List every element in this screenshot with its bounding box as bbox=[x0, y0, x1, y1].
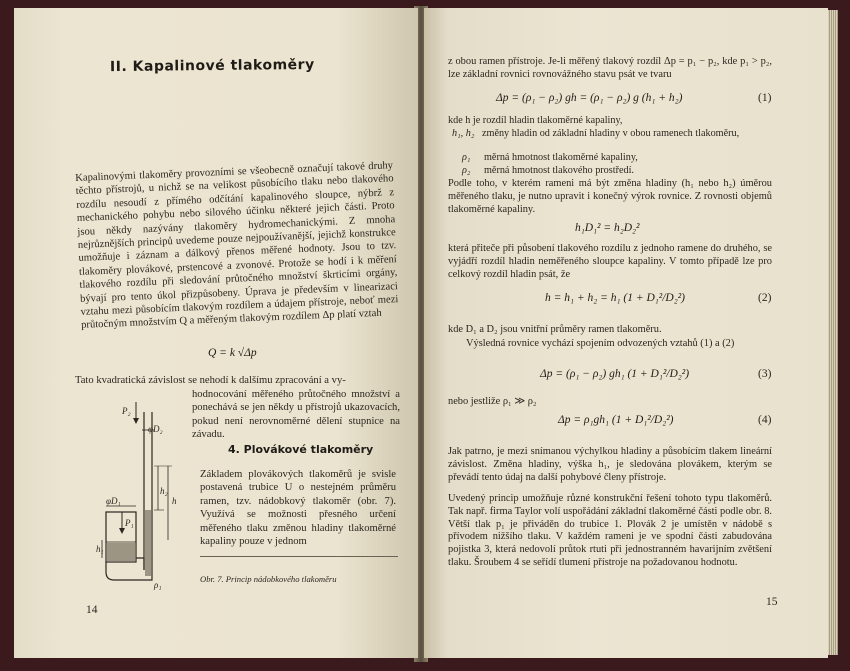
para-differential-pressure: z obou ramen přístroje. Je-li měřený tlakový rozdíl Δp = p₁ − p₂, kde p₁ > p₂, lze základní rovnici rovnovážného stavu psát ve tvaru bbox=[448, 56, 772, 80]
equation-4-number: (4) bbox=[758, 414, 772, 426]
left-page bbox=[14, 8, 418, 658]
left-page-number: 14 bbox=[86, 604, 98, 616]
para-diameters: kde D₁ a D₂ jsou vnitřní průměry ramen tlakoměru. bbox=[448, 324, 662, 335]
para-resulting-equation: Výsledná rovnice vychází spojením odvozených vztahů (1) a (2) bbox=[466, 338, 735, 349]
legend-description: měrná hmotnost tlakoměrné kapaliny, bbox=[484, 152, 638, 163]
legend-symbol: ρ₂ bbox=[462, 165, 471, 176]
label-h: h bbox=[172, 496, 177, 506]
label-d1: φD₁ bbox=[106, 496, 121, 506]
section-title: 4. Plovákové tlakoměry bbox=[228, 443, 374, 456]
legend-description: měrná hmotnost tlakového prostředí. bbox=[484, 165, 634, 176]
equation-4: Δp = ρ₁gh₁ (1 + D₁²/D₂²) bbox=[558, 414, 674, 426]
right-page-number: 15 bbox=[766, 596, 778, 608]
label-d2: φD₂ bbox=[148, 424, 163, 434]
flow-formula: Q = k √Δp bbox=[208, 347, 257, 359]
caption-divider bbox=[200, 556, 398, 557]
u-tube-manometer-diagram bbox=[96, 400, 200, 590]
equation-3-number: (3) bbox=[758, 368, 772, 380]
legend-symbol: h₁, h₂ bbox=[452, 128, 475, 139]
para-level-change: Podle toho, v kterém rameni má být změna hladiny (h₁ nebo h₂) úměrou měřeného tlaku, je nutno upravit i konečný výrok rovnice. Z rovnosti objemů tlakoměrné kapaliny. bbox=[448, 178, 772, 215]
legend-description: změny hladin od základní hladiny v obou ramenech tlakoměru, bbox=[482, 128, 740, 139]
para-if-condition: nebo jestliže ρ₁ ≫ ρ₂ bbox=[448, 396, 537, 407]
legend-row bbox=[462, 165, 634, 177]
label-p2: P₂ bbox=[122, 406, 131, 416]
label-h1: h₁ bbox=[96, 544, 104, 554]
float-paragraph: Základem plovákových tlakoměrů je svisle postavená trubice U o nestejném průměru ramen, tzv. nádobkový tlakoměr (obr. 7). Využívá se možnosti přesného určení měřeného tlaku změnou hladiny tlakoměrné kapaliny pouze v jednom bbox=[200, 469, 396, 548]
legend-intro: kde h je rozdíl hladin tlakoměrné kapaliny, bbox=[448, 115, 623, 126]
legend-row bbox=[452, 128, 772, 140]
equation-2-number: (2) bbox=[758, 292, 772, 304]
label-h2: h₂ bbox=[160, 486, 168, 496]
figure-caption: Obr. 7. Princip nádobkového tlakoměru bbox=[200, 574, 337, 584]
equation-1: Δp = (ρ₁ − ρ₂) gh = (ρ₁ − ρ₂) g (h₁ + h₂) bbox=[496, 92, 683, 104]
para-linear-dependence: Jak patrno, je mezi snímanou výchylkou hladiny a působícím tlakem lineární závislost. Změna hladiny, výška h₁, je sledována plovákem, kterým se převádí tento údaj na další pohybové členy přístroje. bbox=[448, 446, 772, 483]
equation-volume: h₁D₁² = h₂D₂² bbox=[575, 222, 640, 234]
page-edges bbox=[828, 10, 838, 655]
label-rho: ρ₁ bbox=[154, 580, 162, 590]
legend-symbol: ρ₁ bbox=[462, 152, 471, 163]
quadratic-paragraph-line: Tato kvadratická závislost se nehodí k dalšímu zpracování a vy- bbox=[75, 375, 346, 386]
equation-3: Δp = (ρ₁ − ρ₂) gh₁ (1 + D₁²/D₂²) bbox=[540, 368, 690, 380]
equation-2: h = h₁ + h₂ = h₁ (1 + D₁²/D₂²) bbox=[545, 292, 686, 304]
equation-1-number: (1) bbox=[758, 92, 772, 104]
para-level-difference: která přiteče při působení tlakového rozdílu z jednoho ramene do druhého, se vyjádří rozdíl hladin neměřeného sloupce kapaliny. V tomto případě lze pro celkový rozdíl hladin psát, že bbox=[448, 243, 772, 280]
chapter-title: II. Kapalinové tlakoměry bbox=[109, 56, 315, 76]
label-p1: P₁ bbox=[125, 518, 134, 528]
quadratic-paragraph-rest: hodnocování měřeného průtočného množství a ponechává se jen někdy u přístrojů ukazovacích, pokud není nerovnoměrné dělení stupnice na závadu. bbox=[192, 389, 400, 441]
legend-row bbox=[462, 152, 638, 164]
para-taylor-design: Uvedený princip umožňuje různé konstrukční řešení tohoto typu tlakoměrů. Tak např. firma Taylor volí uspořádání základní tlakoměrné části podle obr. 8. Větší tlak p₁ je přiváděn do trubice 1. Plovák 2 je umístěn v nádobě s přívodem nižšího tlaku. V každém rameni je ve spodní části zabudována pojistka 3, která nedovolí průtok rtuti při jednostranném havarijním zvětšení tlaku. Šroubem 4 se seřídí tlumení přístroje na požadovanou hodnotu. bbox=[448, 493, 772, 568]
intro-paragraph: Kapalinovými tlakoměry provozními se všeobecně označují takové druhy těchto přístrojů, u nichž se na velikost působícího tlaku nebo tlakového rozdílu nesoudí z přímého odčítání kapalinového sloupce, nýbrž z mechanického pohybu nebo silového účinku některé jejich části. Proto jsou někdy nazývány tlakoměry hydromechanickými. Z mnoha nejrůznějších principů uvedeme pouze nejpoužívanější, jejichž konstrukce umožňuje i záznam a dálkový přenos měřené hodnoty. Jsou to tzv. tlakoměry plovákové, prstencové a zvonové. Protože se hodí i k měření tlakového rozdílu při sledování průtočného množství škrticími orgány, bývají pro tento úkol přizpůsobeny. Úprava je především v linearizaci vztahu mezi působícím tlakovým rozdílem a údajem přístroje, neboť mezi průtočným množstvím Q a měřeným tlakovým rozdílem Δp platí vztah bbox=[75, 160, 399, 332]
